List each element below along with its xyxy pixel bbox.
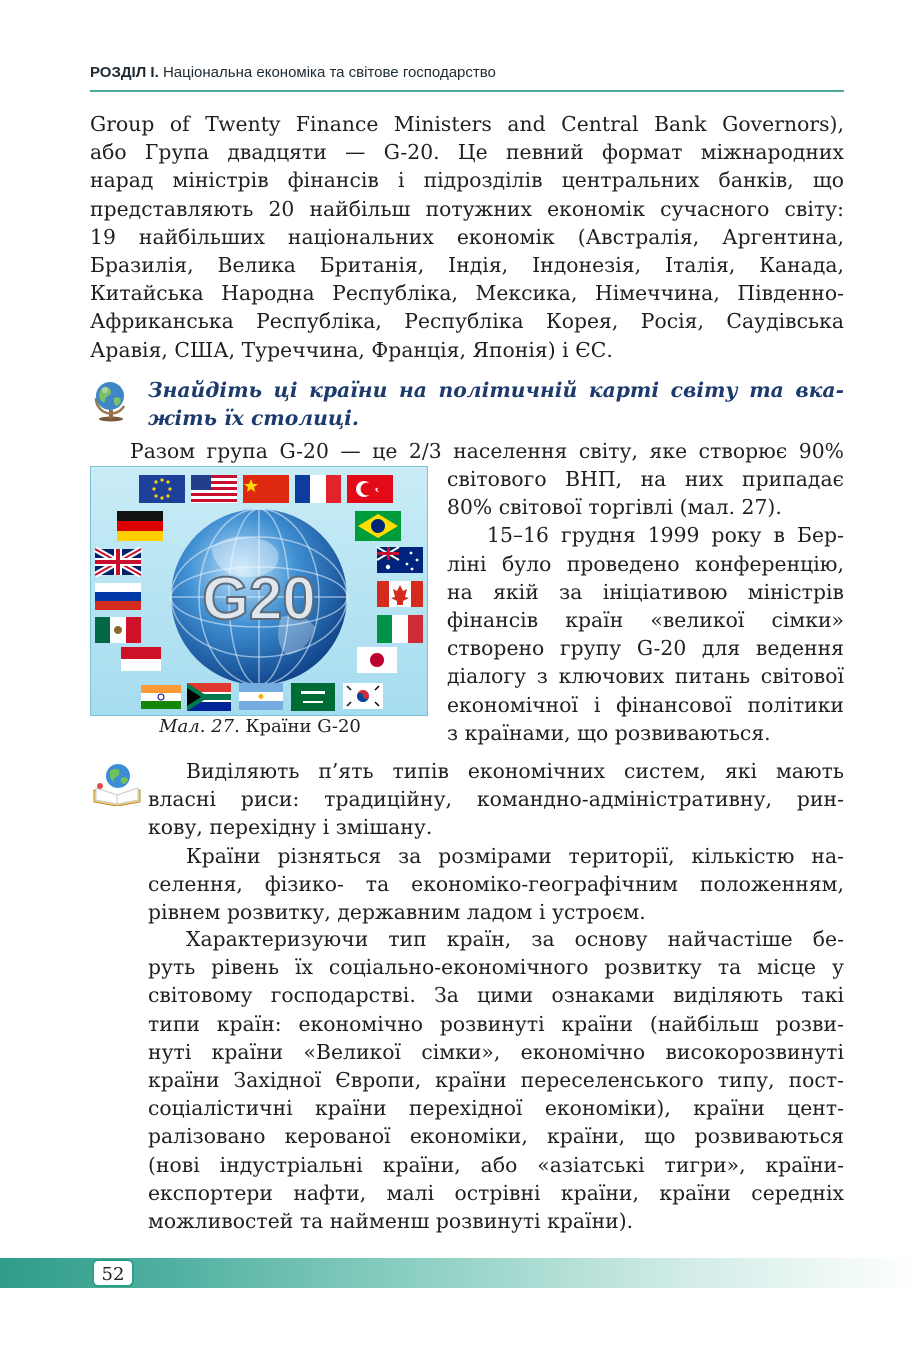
flag-russia xyxy=(95,583,141,610)
text-line: Group of Twenty Finance Ministers and Central Bank Governors), xyxy=(90,112,844,136)
flag-usa xyxy=(191,475,237,503)
flag-mexico xyxy=(95,617,141,643)
text-line: нуті країни «Великої сімки», економічно високорозвинуті xyxy=(148,1039,844,1064)
text-line: рівнем розвитку, державним ладом і устроєм. xyxy=(148,900,646,925)
flag-australia xyxy=(377,547,423,573)
g20-logo: G20 xyxy=(202,565,316,632)
text-line: 15–16 грудня 1999 року в Бер- xyxy=(487,523,844,548)
text-line: 19 найбільших національних економік (Австралія, Аргентина, xyxy=(90,224,844,249)
globe-icon xyxy=(90,376,132,422)
text-line: Аравія, США, Туреччина, Франція, Японія) і ЄС. xyxy=(90,337,613,362)
text-line: експортери нафти, малі острівні країни, країни середніх xyxy=(148,1180,844,1205)
text-line: типи країн: економічно розвинуті країни (найбільш розви- xyxy=(148,1011,844,1036)
text-line: або Група двадцяти — G-20. Це певний формат міжнародних xyxy=(90,140,844,165)
text-line: можливостей та найменш розвинуті країни). xyxy=(148,1209,634,1234)
flag-italy xyxy=(377,615,423,643)
paragraph-g20-history xyxy=(447,465,844,747)
text-line: власні риси: традиційну, командно-адміністративну, рин- xyxy=(148,787,844,812)
flag-indonesia xyxy=(121,647,161,671)
g20-flags-figure xyxy=(90,466,428,716)
text-line: з країнами, що розвиваються. xyxy=(447,720,771,745)
text-line: представляють 20 найбільш потужних економік сучасного світу: xyxy=(90,196,844,221)
figure-caption-text: Країни G-20 xyxy=(245,716,361,737)
flag-south-korea xyxy=(343,683,383,709)
flag-canada xyxy=(377,581,423,607)
text-line: ралізовано керованої економіки, країни, що розвиваються xyxy=(148,1124,844,1149)
text-line: діалогу з ключових питань світової xyxy=(447,664,844,689)
text-line: Бразилія, Велика Британія, Індія, Індонезія, Італія, Канада, xyxy=(90,253,844,278)
text-line: Разом група G-20 — це 2/3 населення світу, яке створює 90% xyxy=(130,439,844,463)
page-number: 52 xyxy=(92,1259,134,1287)
text-line: світового ВНП, на них припадає xyxy=(447,467,844,491)
paragraph-country-types xyxy=(148,925,844,1235)
flag-brazil xyxy=(355,511,401,541)
text-line: країни Західної Європи, країни переселенського типу, пост- xyxy=(148,1068,844,1093)
flag-turkey xyxy=(347,475,393,503)
header-divider xyxy=(90,90,844,92)
flag-china xyxy=(243,475,289,503)
text-line: (нові індустріальні країни, або «азіатські тигри», країни- xyxy=(148,1152,844,1177)
flag-saudi-arabia xyxy=(291,683,335,711)
flag-uk xyxy=(95,549,141,575)
text-line: Китайська Народна Республіка, Мексика, Німеччина, Південно- xyxy=(90,281,844,306)
figure-caption xyxy=(90,714,430,740)
text-line: Африканська Республіка, Республіка Корея, Росія, Саудівська xyxy=(90,309,844,334)
text-line: Виділяють п’ять типів економічних систем, які мають xyxy=(186,759,844,783)
flag-eu xyxy=(139,475,185,503)
figure-label: Мал. 27. xyxy=(159,716,240,737)
flag-japan xyxy=(357,647,397,673)
flag-india xyxy=(141,685,181,709)
footer-bar xyxy=(0,1258,918,1288)
running-header xyxy=(90,64,844,81)
paragraph-g20-share xyxy=(130,437,844,465)
paragraph-economic-systems xyxy=(148,757,844,842)
section-label: РОЗДІЛ І. xyxy=(90,64,159,81)
text-line: на якій за ініціативою міністрів xyxy=(447,579,844,604)
text-line: створено групу G-20 для ведення xyxy=(447,636,844,661)
task-line: Знайдіть ці країни на політичній карті світу та вка- xyxy=(148,378,844,402)
flag-south-africa xyxy=(187,683,231,711)
text-line: соціалістичні країни перехідної економіки), країни цент- xyxy=(148,1096,844,1121)
text-line: ліні було проведено конференцію, xyxy=(447,551,844,576)
text-line: селення, фізико- та економіко-географічним положенням, xyxy=(148,872,844,897)
flag-germany xyxy=(117,511,163,541)
paragraph-country-differences xyxy=(148,842,844,927)
task-prompt xyxy=(148,376,844,432)
text-line: економічної і фінансової політики xyxy=(447,692,844,717)
paragraph-g20-definition xyxy=(90,110,844,364)
book-globe-icon xyxy=(90,760,144,806)
section-title: Національна економіка та світове господарство xyxy=(162,64,496,81)
text-line: Країни різняться за розмірами території, кількістю на- xyxy=(186,844,844,868)
text-line: кову, перехідну і змішану. xyxy=(148,815,433,840)
flag-france xyxy=(295,475,341,503)
text-line: Характеризуючи тип країн, за основу найчастіше бе- xyxy=(186,927,844,951)
text-line: 80% світової торгівлі (мал. 27). xyxy=(447,495,782,520)
text-line: фінансів країн «великої сімки» xyxy=(447,608,844,633)
text-line: нарад міністрів фінансів і підрозділів центральних банків, що xyxy=(90,168,844,193)
text-line: світовому господарстві. За цими ознаками виділяють такі xyxy=(148,983,844,1008)
task-line: жіть їх столиці. xyxy=(148,406,359,430)
flag-argentina xyxy=(239,683,283,710)
text-line: руть рівень їх соціально-економічного розвитку та місце у xyxy=(148,955,844,980)
